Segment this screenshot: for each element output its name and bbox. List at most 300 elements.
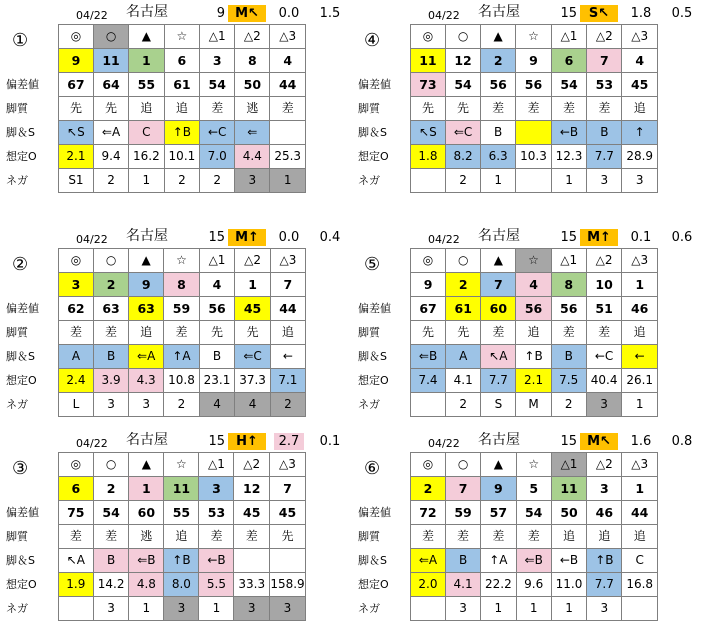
row-style [358, 321, 658, 345]
row-label: 脚質 [6, 102, 28, 115]
race-date: 04/22 [428, 9, 460, 22]
cell-marks: △1 [551, 25, 587, 49]
cell-horses: 5 [516, 477, 551, 501]
cell-style: 先 [446, 97, 481, 121]
cell-marks: △2 [587, 25, 622, 49]
cell-legs: ⇐B [516, 549, 551, 573]
cell-nega: 2 [164, 169, 200, 193]
cell-legs: ↑B [164, 549, 199, 573]
cell-horses: 4 [622, 49, 658, 73]
cell-style: 先 [410, 321, 445, 345]
cell-marks: △2 [587, 453, 622, 477]
race-index: ③ [12, 458, 29, 479]
cell-nega: 1 [622, 393, 658, 417]
race-value-1: 0.0 [278, 230, 300, 245]
cell-nega: 3 [164, 597, 199, 621]
row-label: ネガ [358, 602, 380, 615]
cell-legs: B [94, 345, 129, 369]
cell-nega: 3 [235, 169, 270, 193]
cell-dev: 75 [58, 501, 93, 525]
cell-legs: ⇐ [235, 121, 270, 145]
cell-odds: 37.3 [235, 369, 271, 393]
prediction-table [358, 24, 658, 193]
cell-horses: 9 [58, 49, 93, 73]
row-nega [358, 169, 658, 193]
cell-odds: 23.1 [199, 369, 235, 393]
row-nega [358, 393, 658, 417]
cell-legs: ←C [200, 121, 235, 145]
row-label: 想定O [358, 150, 389, 163]
cell-horses: 2 [481, 49, 516, 73]
cell-odds: 4.8 [129, 573, 164, 597]
row-marks [358, 249, 658, 273]
cell-odds: 6.3 [481, 145, 516, 169]
cell-style: 追 [516, 321, 551, 345]
row-odds [358, 145, 658, 169]
row-legs [358, 345, 658, 369]
cell-style: 差 [164, 321, 200, 345]
row-marks [358, 25, 658, 49]
race-date: 04/22 [428, 233, 460, 246]
cell-marks: ▲ [481, 249, 516, 273]
row-label [358, 453, 410, 477]
cell-dev: 45 [269, 501, 305, 525]
cell-marks: ◎ [58, 25, 93, 49]
cell-nega: 3 [93, 597, 129, 621]
cell-style: 逃 [129, 525, 164, 549]
cell-marks: ☆ [516, 249, 551, 273]
cell-marks: ☆ [516, 25, 552, 49]
cell-legs: ⇐A [410, 549, 445, 573]
row-label: ネガ [358, 398, 380, 411]
cell-dev: 45 [235, 297, 271, 321]
cell-legs: ↑B [516, 345, 551, 369]
cell-marks: ▲ [129, 25, 165, 49]
cell-style: 逃 [235, 97, 270, 121]
cell-marks: ☆ [164, 453, 199, 477]
race-index: ② [12, 254, 29, 275]
panel-4 [358, 0, 693, 187]
row-label: ネガ [6, 174, 28, 187]
race-date: 04/22 [428, 437, 460, 450]
row-odds [358, 369, 658, 393]
cell-odds: 4.1 [446, 573, 481, 597]
cell-nega: 1 [270, 169, 306, 193]
cell-dev: 59 [446, 501, 481, 525]
row-label: 偏差値 [6, 506, 39, 519]
cell-odds: 7.4 [410, 369, 445, 393]
prediction-table [6, 24, 306, 193]
cell-marks: △3 [270, 249, 305, 273]
cell-marks: ○ [446, 453, 481, 477]
cell-marks: ○ [446, 249, 481, 273]
race-header [63, 0, 363, 23]
cell-odds: 25.3 [270, 145, 306, 169]
cell-nega [410, 597, 445, 621]
cell-nega: 1 [481, 597, 517, 621]
cell-nega: 2 [200, 169, 235, 193]
cell-marks: △1 [199, 249, 235, 273]
cell-odds: 158.9 [269, 573, 305, 597]
race-value-2: 0.8 [671, 434, 693, 449]
cell-style: 先 [269, 525, 305, 549]
cell-dev: 56 [199, 297, 235, 321]
cell-nega: 1 [199, 597, 234, 621]
cell-dev: 67 [410, 297, 445, 321]
cell-legs: ↑ [622, 121, 658, 145]
cell-legs: ⇐B [410, 345, 445, 369]
cell-nega: 2 [94, 169, 129, 193]
cell-dev: 44 [622, 501, 658, 525]
cell-legs: C [622, 549, 658, 573]
cell-marks: △2 [586, 249, 622, 273]
cell-nega: M [516, 393, 551, 417]
cell-legs: ↖A [481, 345, 516, 369]
cell-style: 差 [586, 321, 622, 345]
cell-odds: 7.1 [270, 369, 305, 393]
cell-legs: B [587, 121, 622, 145]
row-nega [6, 597, 306, 621]
row-label: 偏差値 [6, 78, 39, 91]
row-nega [6, 169, 306, 193]
cell-dev: 54 [551, 73, 587, 97]
row-label: 脚＆S [6, 554, 35, 567]
row-style [6, 321, 306, 345]
cell-odds: 16.2 [129, 145, 165, 169]
cell-marks: △1 [200, 25, 235, 49]
race-pace: M↑ [228, 229, 266, 246]
cell-nega: 3 [94, 393, 129, 417]
cell-style: 追 [622, 97, 658, 121]
race-index: ⑤ [364, 254, 381, 275]
row-label: 偏差値 [358, 302, 391, 315]
cell-horses: 9 [516, 49, 552, 73]
cell-legs: ⇐A [94, 121, 129, 145]
cell-nega: 2 [446, 393, 481, 417]
race-date: 04/22 [76, 437, 108, 450]
cell-nega [622, 597, 658, 621]
cell-dev: 60 [129, 501, 164, 525]
cell-odds: 2.1 [516, 369, 551, 393]
cell-nega: 4 [235, 393, 271, 417]
cell-dev: 54 [200, 73, 235, 97]
cell-dev: 44 [270, 297, 305, 321]
cell-marks: ◎ [58, 249, 93, 273]
cell-marks: △3 [270, 25, 306, 49]
race-value-1: 1.6 [630, 434, 652, 449]
cell-marks: ○ [93, 453, 129, 477]
cell-style: 差 [234, 525, 270, 549]
cell-horses: 12 [234, 477, 270, 501]
cell-nega [410, 169, 445, 193]
cell-horses: 7 [481, 273, 516, 297]
row-label: 脚＆S [6, 350, 35, 363]
cell-marks: ▲ [481, 453, 517, 477]
row-label [358, 249, 410, 273]
race-value-2: 0.4 [319, 230, 341, 245]
cell-legs: A [446, 345, 481, 369]
cell-dev: 55 [129, 73, 165, 97]
cell-style: 追 [129, 321, 164, 345]
row-dev [358, 297, 658, 321]
cell-legs: B [551, 345, 586, 369]
cell-marks: ▲ [481, 25, 516, 49]
cell-odds: 22.2 [481, 573, 517, 597]
row-dev [6, 297, 306, 321]
cell-marks: ◎ [410, 453, 445, 477]
race-date: 04/22 [76, 233, 108, 246]
cell-nega: 2 [551, 393, 586, 417]
cell-horses: 1 [129, 49, 165, 73]
row-label: 偏差値 [6, 302, 39, 315]
cell-marks: △2 [235, 249, 271, 273]
race-venue: 名古屋 [126, 4, 168, 20]
cell-style: 追 [129, 97, 165, 121]
cell-legs: ↑B [587, 549, 622, 573]
cell-dev: 60 [481, 297, 516, 321]
cell-odds: 2.0 [410, 573, 445, 597]
cell-horses: 2 [93, 477, 129, 501]
row-label: ネガ [358, 174, 380, 187]
race-index: ⑥ [364, 458, 381, 479]
cell-style: 追 [164, 97, 200, 121]
cell-horses: 8 [164, 273, 200, 297]
race-date: 04/22 [76, 9, 108, 22]
race-value-2: 0.6 [671, 230, 693, 245]
cell-style: 追 [587, 525, 622, 549]
cell-dev: 61 [446, 297, 481, 321]
race-value-2: 1.5 [319, 6, 341, 21]
cell-odds: 33.3 [234, 573, 270, 597]
cell-legs [516, 121, 552, 145]
cell-legs: ↖A [58, 549, 93, 573]
row-horses [6, 273, 306, 297]
cell-horses: 11 [94, 49, 129, 73]
row-legs [6, 549, 306, 573]
cell-odds: 4.4 [235, 145, 270, 169]
prediction-table [6, 248, 306, 417]
cell-style: 差 [516, 525, 551, 549]
cell-odds: 3.9 [94, 369, 129, 393]
row-horses [6, 477, 306, 501]
cell-odds: 7.0 [200, 145, 235, 169]
cell-dev: 45 [234, 501, 270, 525]
row-label: 想定O [6, 578, 37, 591]
cell-legs: ↖S [410, 121, 445, 145]
cell-marks: △1 [551, 453, 587, 477]
row-label [6, 49, 58, 73]
cell-dev: 73 [410, 73, 445, 97]
cell-odds: 9.4 [94, 145, 129, 169]
cell-dev: 46 [622, 297, 658, 321]
cell-dev: 63 [94, 297, 129, 321]
cell-legs: ← [270, 345, 305, 369]
cell-style: 差 [93, 525, 129, 549]
cell-odds: 8.2 [446, 145, 481, 169]
cell-marks: △2 [235, 25, 270, 49]
cell-nega: S1 [58, 169, 93, 193]
cell-style: 追 [551, 525, 587, 549]
row-label: 想定O [6, 150, 37, 163]
row-label [6, 273, 58, 297]
row-label: ネガ [6, 602, 28, 615]
cell-dev: 63 [129, 297, 164, 321]
cell-odds: 16.8 [622, 573, 658, 597]
cell-style: 差 [199, 525, 234, 549]
row-label: 脚質 [358, 530, 380, 543]
row-label: 脚質 [6, 326, 28, 339]
cell-dev: 72 [410, 501, 445, 525]
cell-legs: A [58, 345, 93, 369]
cell-dev: 64 [94, 73, 129, 97]
cell-horses: 7 [269, 477, 305, 501]
cell-odds: 7.7 [481, 369, 516, 393]
cell-nega: 1 [516, 597, 551, 621]
cell-horses: 6 [164, 49, 200, 73]
cell-odds: 10.1 [164, 145, 200, 169]
cell-marks: ○ [446, 25, 481, 49]
cell-dev: 57 [481, 501, 517, 525]
row-label: 脚＆S [358, 350, 387, 363]
cell-dev: 61 [164, 73, 200, 97]
race-header [415, 224, 715, 247]
cell-nega: 1 [481, 169, 516, 193]
cell-nega: 3 [234, 597, 270, 621]
race-pace: H↑ [228, 433, 266, 450]
panel-1 [6, 0, 341, 187]
cell-nega [58, 597, 93, 621]
race-number: 15 [208, 434, 225, 449]
cell-dev: 56 [481, 73, 516, 97]
cell-horses: 8 [551, 273, 586, 297]
cell-marks: △3 [622, 453, 658, 477]
row-horses [358, 477, 658, 501]
cell-marks: ○ [94, 249, 129, 273]
cell-legs [234, 549, 270, 573]
row-horses [358, 49, 658, 73]
cell-style: 差 [551, 321, 586, 345]
cell-marks: ◎ [58, 453, 93, 477]
cell-style: 差 [270, 97, 306, 121]
cell-marks: △3 [269, 453, 305, 477]
cell-odds: 10.3 [516, 145, 552, 169]
cell-odds: 9.6 [516, 573, 551, 597]
row-odds [6, 145, 306, 169]
cell-marks: △2 [234, 453, 270, 477]
cell-marks: ▲ [129, 453, 164, 477]
cell-dev: 59 [164, 297, 200, 321]
cell-horses: 2 [410, 477, 445, 501]
cell-horses: 4 [516, 273, 551, 297]
row-nega [358, 597, 658, 621]
cell-style: 先 [94, 97, 129, 121]
cell-style: 差 [481, 321, 516, 345]
cell-horses: 11 [551, 477, 587, 501]
cell-horses: 12 [446, 49, 481, 73]
cell-dev: 53 [199, 501, 234, 525]
cell-nega: 3 [622, 169, 658, 193]
cell-marks: △3 [622, 25, 658, 49]
cell-legs [270, 121, 306, 145]
cell-legs: ←C [586, 345, 622, 369]
race-venue: 名古屋 [126, 228, 168, 244]
cell-odds: 7.7 [587, 573, 622, 597]
race-number: 15 [560, 6, 577, 21]
row-label [358, 25, 410, 49]
cell-horses: 1 [622, 477, 658, 501]
row-label: 偏差値 [358, 78, 391, 91]
cell-legs: ← [622, 345, 658, 369]
cell-legs: ↑A [164, 345, 200, 369]
cell-marks: ☆ [164, 25, 200, 49]
cell-dev: 45 [622, 73, 658, 97]
cell-odds: 11.0 [551, 573, 587, 597]
row-label: 想定O [358, 578, 389, 591]
cell-marks: ○ [94, 25, 129, 49]
row-style [6, 525, 306, 549]
cell-odds: 12.3 [551, 145, 587, 169]
cell-style: 差 [94, 321, 129, 345]
cell-horses: 7 [270, 273, 305, 297]
cell-horses: 1 [622, 273, 658, 297]
row-legs [358, 549, 658, 573]
cell-nega: 2 [446, 169, 481, 193]
prediction-table [358, 452, 658, 621]
cell-odds: 1.9 [58, 573, 93, 597]
cell-style: 追 [622, 321, 658, 345]
cell-dev: 56 [516, 297, 551, 321]
row-label: 脚＆S [6, 126, 35, 139]
row-horses [6, 49, 306, 73]
cell-style: 先 [410, 97, 445, 121]
race-venue: 名古屋 [478, 228, 520, 244]
cell-legs: C [129, 121, 165, 145]
row-dev [6, 73, 306, 97]
race-value-1: 0.1 [630, 230, 652, 245]
cell-style: 差 [446, 525, 481, 549]
cell-nega: 3 [269, 597, 305, 621]
cell-legs [269, 549, 305, 573]
cell-style: 追 [270, 321, 305, 345]
race-pace: M↖ [228, 5, 266, 22]
cell-marks: ◎ [410, 249, 445, 273]
cell-style: 先 [58, 97, 93, 121]
row-label: 想定O [6, 374, 37, 387]
panel-3 [6, 428, 341, 615]
race-value-2: 0.5 [671, 6, 693, 21]
race-header [415, 428, 715, 451]
prediction-table [358, 248, 658, 417]
cell-style: 差 [551, 97, 587, 121]
race-header [63, 428, 363, 451]
row-label: 脚＆S [358, 126, 387, 139]
race-venue: 名古屋 [478, 4, 520, 20]
row-label [6, 25, 58, 49]
cell-legs: ↑A [481, 549, 517, 573]
row-odds [358, 573, 658, 597]
row-marks [6, 453, 306, 477]
cell-horses: 3 [199, 477, 234, 501]
cell-odds: 5.5 [199, 573, 234, 597]
cell-horses: 7 [446, 477, 481, 501]
cell-odds: 7.7 [587, 145, 622, 169]
cell-style: 先 [199, 321, 235, 345]
cell-nega: 2 [270, 393, 305, 417]
cell-dev: 54 [93, 501, 129, 525]
row-label [6, 477, 58, 501]
cell-odds: 8.0 [164, 573, 199, 597]
cell-horses: 11 [410, 49, 445, 73]
